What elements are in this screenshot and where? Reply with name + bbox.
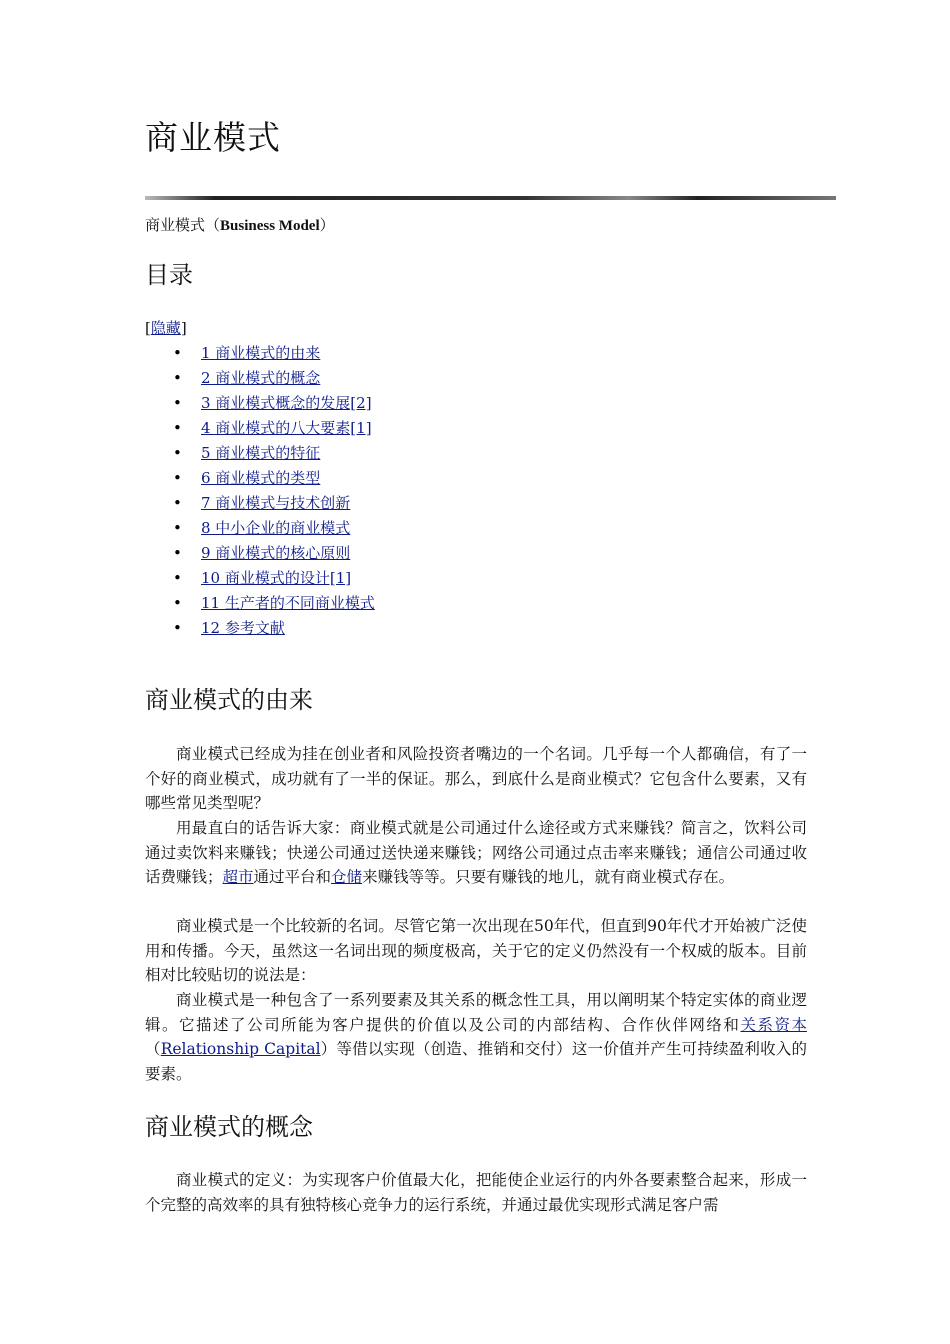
section-heading-origin: 商业模式的由来 [145, 686, 313, 714]
paragraph-text: 来赚钱等等。只要有赚钱的地儿，就有商业模式存在。 [362, 868, 735, 886]
toc-item [145, 566, 375, 591]
toc-list [145, 341, 375, 641]
toc-link-11[interactable]: 11 生产者的不同商业模式 [201, 594, 375, 612]
toc-link-4[interactable]: 4 商业模式的八大要素[1] [201, 419, 372, 437]
toc-item [145, 341, 375, 366]
toc-link-7[interactable]: 7 商业模式与技术创新 [201, 494, 351, 512]
title-divider [145, 196, 836, 200]
toc-heading: 目录 [145, 261, 193, 289]
toc-toggle-close-bracket: ] [180, 319, 187, 337]
toc-toggle [145, 317, 187, 338]
toc-link-5[interactable]: 5 商业模式的特征 [201, 444, 321, 462]
paragraph-text: （ [145, 1040, 161, 1058]
relationship-capital-english-link[interactable]: Relationship Capital [160, 1040, 321, 1058]
paragraph-origin-2 [145, 816, 807, 890]
subtitle-english: Business Model [220, 218, 320, 234]
section-heading-concept: 商业模式的概念 [145, 1113, 313, 1141]
toc-link-10[interactable]: 10 商业模式的设计[1] [201, 569, 352, 587]
toc-item [145, 541, 375, 566]
toc-item [145, 441, 375, 466]
toc-link-12[interactable]: 12 参考文献 [201, 619, 285, 637]
toc-hide-link[interactable]: 隐藏 [150, 319, 181, 337]
paragraph-origin-3: 商业模式是一个比较新的名词。尽管它第一次出现在50年代，但直到90年代才开始被广泛使用和传播。今天，虽然这一名词出现的频度极高，关于它的定义仍然没有一个权威的版本。目前相对比较贴切的说法是： [145, 917, 807, 984]
toc-item [145, 366, 375, 391]
toc-toggle-open-bracket: [ [145, 319, 151, 337]
page-title: 商业模式 [145, 118, 281, 157]
toc-link-6[interactable]: 6 商业模式的类型 [201, 469, 321, 487]
toc-item [145, 616, 375, 641]
supermarket-link[interactable]: 超市 [222, 868, 254, 886]
toc-link-9[interactable]: 9 商业模式的核心原则 [201, 544, 351, 562]
paragraph-text: 商业模式是一种包含了一系列要素及其关系的概念性工具，用以阐明某个特定实体的商业逻辑。它描述了公司所能为客户提供的价值以及公司的内部结构、合作伙伴网络和 [145, 991, 807, 1034]
subtitle-suffix: ） [319, 216, 335, 234]
subtitle [145, 214, 335, 235]
toc-link-2[interactable]: 2 商业模式的概念 [201, 369, 321, 387]
paragraph-concept-1: 商业模式的定义：为实现客户价值最大化，把能使企业运行的内外各要素整合起来，形成一个完整的高效率的具有独特核心竞争力的运行系统，并通过最优实现形式满足客户需 [145, 1171, 807, 1214]
toc-item [145, 466, 375, 491]
toc-link-8[interactable]: 8 中小企业的商业模式 [201, 519, 351, 537]
toc-item [145, 591, 375, 616]
relationship-capital-link[interactable]: 关系资本 [740, 1015, 807, 1034]
paragraph-text: 用最直白的话告诉大家：商业模式就是公司通过什么途径或方式来赚钱？简言之，饮料公司通过卖饮料来赚钱；快递公司通过送快递来赚钱；网络公司通过点击率来赚钱；通信公司通过收话费赚钱； [145, 819, 807, 886]
paragraph-text: ）等借以实现（创造、推销和交付）这一价值并产生可持续盈利收入的要素。 [145, 1040, 807, 1083]
toc-link-1[interactable]: 1 商业模式的由来 [201, 344, 321, 362]
warehousing-link[interactable]: 仓储 [331, 868, 363, 886]
paragraph-origin-1: 商业模式已经成为挂在创业者和风险投资者嘴边的一个名词。几乎每一个人都确信，有了一个好的商业模式，成功就有了一半的保证。那么，到底什么是商业模式？它包含什么要素，又有哪些常见类型呢？ [145, 745, 807, 812]
toc-item [145, 391, 375, 416]
toc-link-3[interactable]: 3 商业模式概念的发展[2] [201, 394, 372, 412]
toc-item [145, 516, 375, 541]
subtitle-prefix: 商业模式（ [145, 216, 221, 234]
paragraph-origin-4 [145, 988, 807, 1086]
paragraph-text: 通过平台和 [253, 868, 332, 886]
toc-item [145, 416, 375, 441]
toc-item [145, 491, 375, 516]
